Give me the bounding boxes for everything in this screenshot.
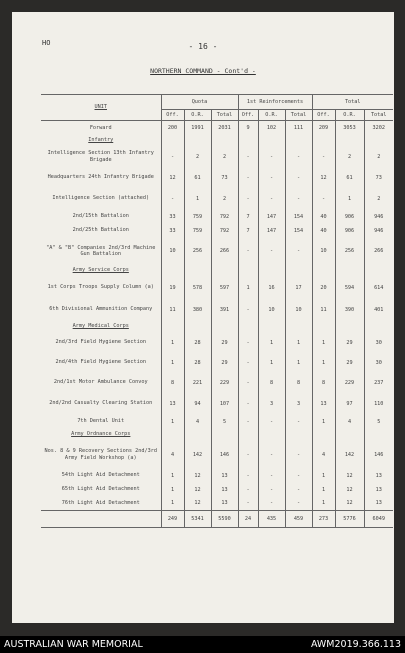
value-cell: - — [285, 188, 312, 210]
value-cell: 3 — [285, 393, 312, 415]
value-cell: 146 — [364, 441, 393, 469]
value-cell: 1 — [285, 353, 312, 373]
section-heading: Army Ordnance Corps — [71, 431, 131, 438]
value-cell: - — [258, 188, 285, 210]
sub-header: Total — [364, 110, 393, 121]
footer-catalogue-id: AWM2019.366.113 — [310, 639, 401, 650]
sub-header: O.R. — [184, 110, 211, 121]
table-row — [41, 168, 393, 188]
value-cell — [184, 321, 211, 333]
value-cell: 1 — [161, 353, 184, 373]
value-cell: 7 — [238, 224, 258, 238]
value-cell: 13 — [211, 483, 238, 497]
value-cell: 946 — [364, 210, 393, 224]
value-cell: 142 — [335, 441, 364, 469]
value-cell: 266 — [364, 238, 393, 265]
value-cell: 401 — [364, 299, 393, 321]
sub-header: Off. — [312, 110, 335, 121]
value-cell: - — [161, 146, 184, 168]
value-cell: 1 — [238, 277, 258, 299]
table-row — [41, 146, 393, 168]
value-cell: 73 — [364, 168, 393, 188]
unit-name: 6th Divisional Ammunition Company — [49, 306, 153, 313]
table-row — [41, 353, 393, 373]
value-cell — [211, 135, 238, 146]
value-cell — [258, 135, 285, 146]
value-cell: 3 — [258, 393, 285, 415]
value-cell: 1 — [258, 353, 285, 373]
value-cell: 1 — [161, 469, 184, 483]
value-cell: 237 — [364, 373, 393, 393]
value-cell — [364, 321, 393, 333]
value-cell: 12 — [184, 469, 211, 483]
value-cell: 8 — [312, 373, 335, 393]
unit-name: "A" & "B" Companies 2nd/3rd Machine Gun Battalion — [46, 244, 156, 257]
value-cell — [184, 135, 211, 146]
value-cell: 1 — [161, 483, 184, 497]
table-row — [41, 393, 393, 415]
value-cell: - — [238, 373, 258, 393]
value-cell: 906 — [335, 224, 364, 238]
value-cell: 13 — [312, 393, 335, 415]
value-cell — [335, 265, 364, 277]
value-cell: 33 — [161, 210, 184, 224]
value-cell: 16 — [258, 277, 285, 299]
value-cell: - — [285, 168, 312, 188]
value-cell: 3053 — [335, 121, 364, 135]
value-cell: 12 — [312, 168, 335, 188]
value-cell: 4 — [184, 415, 211, 429]
value-cell: 3202 — [364, 121, 393, 135]
value-cell: 17 — [285, 277, 312, 299]
table-row — [41, 299, 393, 321]
value-cell: 2031 — [211, 121, 238, 135]
value-cell: 30 — [364, 333, 393, 353]
unit-name: Intelligence Section (attached) — [52, 195, 150, 202]
value-cell — [312, 321, 335, 333]
value-cell: 9 — [238, 121, 258, 135]
value-cell: 2 — [211, 188, 238, 210]
table-row — [41, 210, 393, 224]
value-cell: 229 — [211, 373, 238, 393]
value-cell: - — [258, 415, 285, 429]
value-cell: 10 — [258, 299, 285, 321]
value-cell — [285, 265, 312, 277]
unit-name: 2nd/15th Battalion — [72, 213, 129, 220]
value-cell: 30 — [364, 353, 393, 373]
value-cell: 390 — [335, 299, 364, 321]
total-cell: 5776 — [335, 511, 364, 528]
sub-header: Off. — [238, 110, 258, 121]
value-cell: 1 — [161, 415, 184, 429]
value-cell: - — [238, 188, 258, 210]
title-text: NORTHERN COMMAND - Cont'd - — [150, 67, 256, 75]
value-cell: 906 — [335, 210, 364, 224]
value-cell: 97 — [335, 393, 364, 415]
table-row — [41, 415, 393, 429]
value-cell: - — [238, 497, 258, 511]
value-cell: - — [258, 469, 285, 483]
value-cell: 1 — [335, 188, 364, 210]
value-cell: 8 — [285, 373, 312, 393]
total-cell: 459 — [285, 511, 312, 528]
unit-name: 7th Dental Unit — [77, 418, 125, 425]
totals-label-cell — [41, 511, 161, 528]
value-cell: 147 — [258, 224, 285, 238]
section-heading: Army Medical Corps — [72, 323, 129, 330]
value-cell: - — [285, 497, 312, 511]
value-cell: - — [258, 168, 285, 188]
value-cell: 11 — [312, 299, 335, 321]
value-cell: 10 — [285, 299, 312, 321]
total-cell: 249 — [161, 511, 184, 528]
value-cell — [312, 265, 335, 277]
unit-name: 76th Light Aid Detachment — [61, 500, 140, 507]
value-cell — [238, 321, 258, 333]
value-cell: - — [238, 168, 258, 188]
value-cell: 154 — [285, 210, 312, 224]
value-cell — [184, 429, 211, 441]
value-cell: 12 — [161, 168, 184, 188]
value-cell — [364, 429, 393, 441]
table-row — [41, 238, 393, 265]
value-cell: 1 — [312, 333, 335, 353]
sub-header: Off. — [161, 110, 184, 121]
value-cell — [161, 265, 184, 277]
value-cell: - — [161, 188, 184, 210]
value-cell — [238, 265, 258, 277]
unit-name: 2nd/2nd Casualty Clearing Station — [49, 400, 153, 407]
value-cell: - — [285, 441, 312, 469]
value-cell — [211, 265, 238, 277]
value-cell: - — [258, 146, 285, 168]
value-cell: 946 — [364, 224, 393, 238]
value-cell: 29 — [211, 333, 238, 353]
value-cell — [364, 265, 393, 277]
value-cell: - — [285, 483, 312, 497]
value-cell: 1 — [161, 333, 184, 353]
value-cell: - — [238, 483, 258, 497]
value-cell: 1 — [184, 188, 211, 210]
value-cell: 792 — [211, 210, 238, 224]
table-row — [41, 188, 393, 210]
unit-name: Headquarters 24th Infantry Brigade — [47, 174, 154, 181]
total-cell: 24 — [238, 511, 258, 528]
value-cell: 594 — [335, 277, 364, 299]
value-cell: 29 — [335, 353, 364, 373]
strength-table — [41, 94, 393, 528]
value-cell: 2 — [364, 188, 393, 210]
value-cell: - — [238, 393, 258, 415]
sub-header: Total — [211, 110, 238, 121]
value-cell: 20 — [312, 277, 335, 299]
section-row — [41, 321, 393, 333]
value-cell: 7 — [238, 210, 258, 224]
table-row — [41, 224, 393, 238]
table-row — [41, 483, 393, 497]
value-cell: 391 — [211, 299, 238, 321]
value-cell: 8 — [161, 373, 184, 393]
value-cell: - — [312, 188, 335, 210]
page-title — [12, 67, 394, 75]
value-cell: 5 — [364, 415, 393, 429]
value-cell: 11 — [161, 299, 184, 321]
value-cell: 13 — [364, 497, 393, 511]
value-cell — [211, 321, 238, 333]
value-cell: 13 — [211, 469, 238, 483]
value-cell: 12 — [335, 483, 364, 497]
value-cell: 209 — [312, 121, 335, 135]
value-cell: 28 — [184, 353, 211, 373]
value-cell: - — [312, 146, 335, 168]
archive-footer — [0, 636, 405, 653]
value-cell: - — [285, 238, 312, 265]
value-cell: 380 — [184, 299, 211, 321]
table-row — [41, 373, 393, 393]
footer-institution: AUSTRALIAN WAR MEMORIAL — [4, 639, 143, 650]
value-cell: 94 — [184, 393, 211, 415]
value-cell: 40 — [312, 224, 335, 238]
value-cell: 154 — [285, 224, 312, 238]
section-row — [41, 429, 393, 441]
value-cell — [285, 321, 312, 333]
value-cell: 1 — [312, 353, 335, 373]
value-cell: 792 — [211, 224, 238, 238]
unit-name: Intelligence Section 13th Infantry Brigade — [47, 150, 154, 163]
value-cell: - — [258, 483, 285, 497]
value-cell: - — [285, 469, 312, 483]
value-cell: 13 — [364, 469, 393, 483]
section-heading: Infantry — [88, 136, 114, 143]
value-cell: 146 — [211, 441, 238, 469]
total-cell: 273 — [312, 511, 335, 528]
value-cell: 10 — [161, 238, 184, 265]
value-cell: 12 — [335, 497, 364, 511]
unit-name: 1st Corps Troops Supply Column (a) — [47, 284, 154, 291]
value-cell: - — [238, 469, 258, 483]
corner-mark: HO — [42, 39, 51, 47]
header-unit: UNIT — [41, 95, 161, 121]
value-cell: 4 — [312, 441, 335, 469]
page-number: - 16 - — [188, 42, 218, 51]
value-cell: 4 — [335, 415, 364, 429]
value-cell: 110 — [364, 393, 393, 415]
value-cell: 597 — [211, 277, 238, 299]
value-cell: 40 — [312, 210, 335, 224]
unit-name: 54th Light Aid Detachment — [61, 472, 140, 479]
header-reinforcements: 1st Reinforcements — [238, 95, 312, 110]
value-cell: 10 — [312, 238, 335, 265]
sub-header: Total — [285, 110, 312, 121]
table-row — [41, 441, 393, 469]
value-cell: 147 — [258, 210, 285, 224]
section-row — [41, 265, 393, 277]
value-cell: 221 — [184, 373, 211, 393]
value-cell: 578 — [184, 277, 211, 299]
unit-name: Nos. 8 & 9 Recovery Sections 2nd/3rd Army Field Workshop (a) — [44, 448, 157, 461]
section-row — [41, 135, 393, 146]
value-cell — [335, 429, 364, 441]
totals-row — [41, 511, 393, 528]
value-cell: - — [285, 146, 312, 168]
value-cell: 13 — [161, 393, 184, 415]
value-cell: 13 — [364, 483, 393, 497]
value-cell — [258, 265, 285, 277]
value-cell: 2 — [335, 146, 364, 168]
value-cell — [211, 429, 238, 441]
section-heading: Army Service Corps — [72, 267, 129, 274]
value-cell: 142 — [184, 441, 211, 469]
value-cell — [335, 135, 364, 146]
value-cell: 73 — [211, 168, 238, 188]
unit-name: 2nd/3rd Field Hygiene Section — [55, 339, 147, 346]
value-cell: - — [238, 415, 258, 429]
header-row-top — [41, 95, 393, 110]
value-cell: - — [238, 299, 258, 321]
value-cell: 1 — [258, 333, 285, 353]
value-cell: 2 — [364, 146, 393, 168]
value-cell: 107 — [211, 393, 238, 415]
value-cell: 1991 — [184, 121, 211, 135]
unit-name: 65th Light Aid Detachment — [61, 486, 140, 493]
document-page — [12, 12, 394, 623]
table-row — [41, 469, 393, 483]
unit-name: Forward — [89, 124, 112, 131]
value-cell: - — [258, 238, 285, 265]
value-cell: - — [258, 441, 285, 469]
value-cell — [335, 321, 364, 333]
value-cell: 61 — [184, 168, 211, 188]
sub-header: O.R. — [258, 110, 285, 121]
header-quota: Quota — [161, 95, 238, 110]
value-cell: 13 — [211, 497, 238, 511]
value-cell: - — [258, 497, 285, 511]
value-cell: 256 — [335, 238, 364, 265]
value-cell: 1 — [285, 333, 312, 353]
value-cell: 29 — [335, 333, 364, 353]
value-cell — [161, 321, 184, 333]
value-cell: - — [285, 415, 312, 429]
table-row — [41, 333, 393, 353]
value-cell: 111 — [285, 121, 312, 135]
value-cell: 33 — [161, 224, 184, 238]
value-cell: 1 — [312, 497, 335, 511]
value-cell: 12 — [335, 469, 364, 483]
total-cell: 435 — [258, 511, 285, 528]
header-total: Total — [312, 95, 393, 110]
value-cell: 759 — [184, 224, 211, 238]
sub-header: O.R. — [335, 110, 364, 121]
value-cell — [161, 135, 184, 146]
value-cell: 229 — [335, 373, 364, 393]
value-cell: 2 — [211, 146, 238, 168]
value-cell — [312, 429, 335, 441]
value-cell: 29 — [211, 353, 238, 373]
value-cell: 19 — [161, 277, 184, 299]
value-cell: 61 — [335, 168, 364, 188]
value-cell — [238, 429, 258, 441]
table-row — [41, 497, 393, 511]
value-cell — [184, 265, 211, 277]
total-cell: 6049 — [364, 511, 393, 528]
value-cell: 266 — [211, 238, 238, 265]
value-cell: 2 — [184, 146, 211, 168]
value-cell: 759 — [184, 210, 211, 224]
unit-name: 2nd/4th Field Hygiene Section — [55, 359, 147, 366]
value-cell: - — [238, 146, 258, 168]
value-cell — [161, 429, 184, 441]
value-cell: - — [238, 441, 258, 469]
value-cell — [258, 429, 285, 441]
table-row — [41, 121, 393, 135]
total-cell: 5341 — [184, 511, 211, 528]
value-cell: 5 — [211, 415, 238, 429]
value-cell — [285, 135, 312, 146]
value-cell: 1 — [312, 483, 335, 497]
value-cell: 102 — [258, 121, 285, 135]
unit-name: 2nd/1st Motor Ambulance Convoy — [53, 379, 148, 386]
value-cell: 614 — [364, 277, 393, 299]
value-cell: 12 — [184, 483, 211, 497]
value-cell: 200 — [161, 121, 184, 135]
value-cell — [312, 135, 335, 146]
value-cell: 8 — [258, 373, 285, 393]
value-cell: - — [238, 353, 258, 373]
unit-name: 2nd/25th Battalion — [72, 227, 129, 234]
value-cell: 1 — [312, 469, 335, 483]
table-row — [41, 277, 393, 299]
value-cell — [285, 429, 312, 441]
value-cell — [238, 135, 258, 146]
value-cell: 4 — [161, 441, 184, 469]
total-cell: 5590 — [211, 511, 238, 528]
value-cell: 1 — [312, 415, 335, 429]
value-cell: 1 — [161, 497, 184, 511]
value-cell — [258, 321, 285, 333]
value-cell: 12 — [184, 497, 211, 511]
value-cell: - — [238, 238, 258, 265]
value-cell — [364, 135, 393, 146]
value-cell: 256 — [184, 238, 211, 265]
value-cell: 28 — [184, 333, 211, 353]
value-cell: - — [238, 333, 258, 353]
